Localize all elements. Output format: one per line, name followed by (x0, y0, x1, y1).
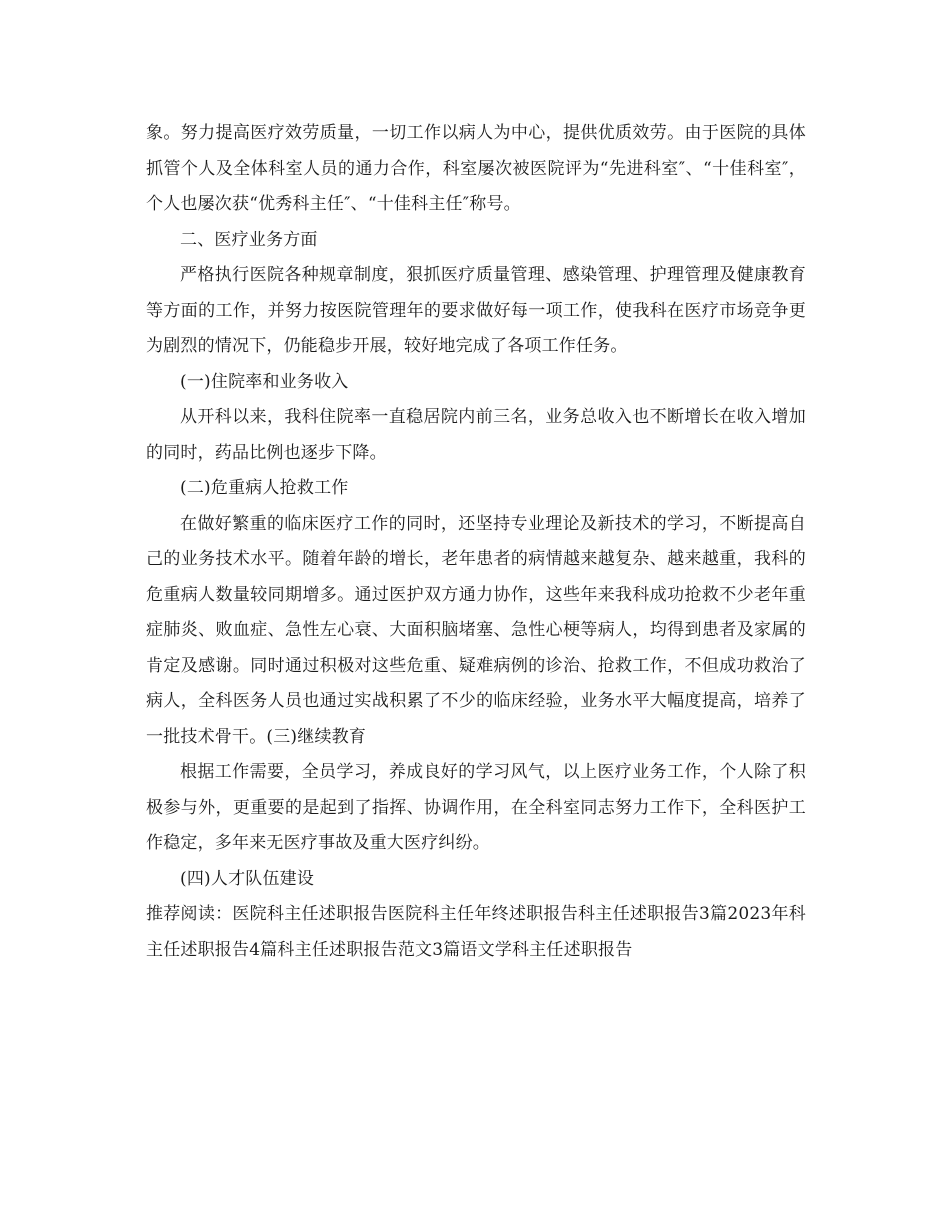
recommended-reading: 推荐阅读：医院科主任述职报告医院科主任年终述职报告科主任述职报告3篇2023年科主任述职报告4篇科主任述职报告范文3篇语文学科主任述职报告 (146, 904, 806, 960)
paragraph-regulations: 严格执行医院各种规章制度，狠抓医疗质量管理、感染管理、护理管理及健康教育等方面的工作，并努力按医院管理年的要求做好每一项工作，使我科在医疗市场竞争更为剧烈的情况下，仍能稳步开展，较好地完成了各项工作任务。 (146, 265, 806, 356)
subheading-critical-rescue: (二)危重病人抢救工作 (180, 478, 349, 498)
section-heading-medical-business: 二、医疗业务方面 (180, 229, 318, 250)
subheading-admission-income: (一)住院率和业务收入 (180, 371, 349, 392)
document-body (146, 116, 806, 968)
paragraph-continuation: 象。努力提高医疗效劳质量，一切工作以病人为中心，提供优质效劳。由于医院的具体抓管个人及全体科室人员的通力合作，科室屡次被医院评为“先进科室″、“十佳科室″，个人也屡次获“优秀科主任″、“十佳科主任″称号。 (146, 123, 806, 214)
paragraph-learning: 根据工作需要，全员学习，养成良好的学习风气，以上医疗业务工作，个人除了积极参与外，更重要的是起到了指挥、协调作用，在全科室同志努力工作下，全科医护工作稳定，多年来无医疗事故及重大医疗纠纷。 (146, 762, 806, 853)
subheading-talent-team: (四)人才队伍建设 (180, 868, 315, 889)
paragraph-critical-rescue: 在做好繁重的临床医疗工作的同时，还坚持专业理论及新技术的学习，不断提高自己的业务技术水平。随着年龄的增长，老年患者的病情越来越复杂、越来越重，我科的危重病人数量较同期增多。通过医护双方通力协作，这些年来我科成功抢救不少老年重症肺炎、败血症、急性左心衰、大面积脑堵塞、急性心梗等病人，均得到患者及家属的肯定及感谢。同时通过积极对这些危重、疑难病例的诊治、抢救工作，不但成功救治了病人，全科医务人员也通过实战积累了不少的临床经验，业务水平大幅度提高，培养了一批技术骨干。(三)继续教育 (146, 513, 806, 747)
paragraph-admission-income: 从开科以来，我科住院率一直稳居院内前三名，业务总收入也不断增长在收入增加的同时，药品比例也逐步下降。 (146, 407, 806, 463)
